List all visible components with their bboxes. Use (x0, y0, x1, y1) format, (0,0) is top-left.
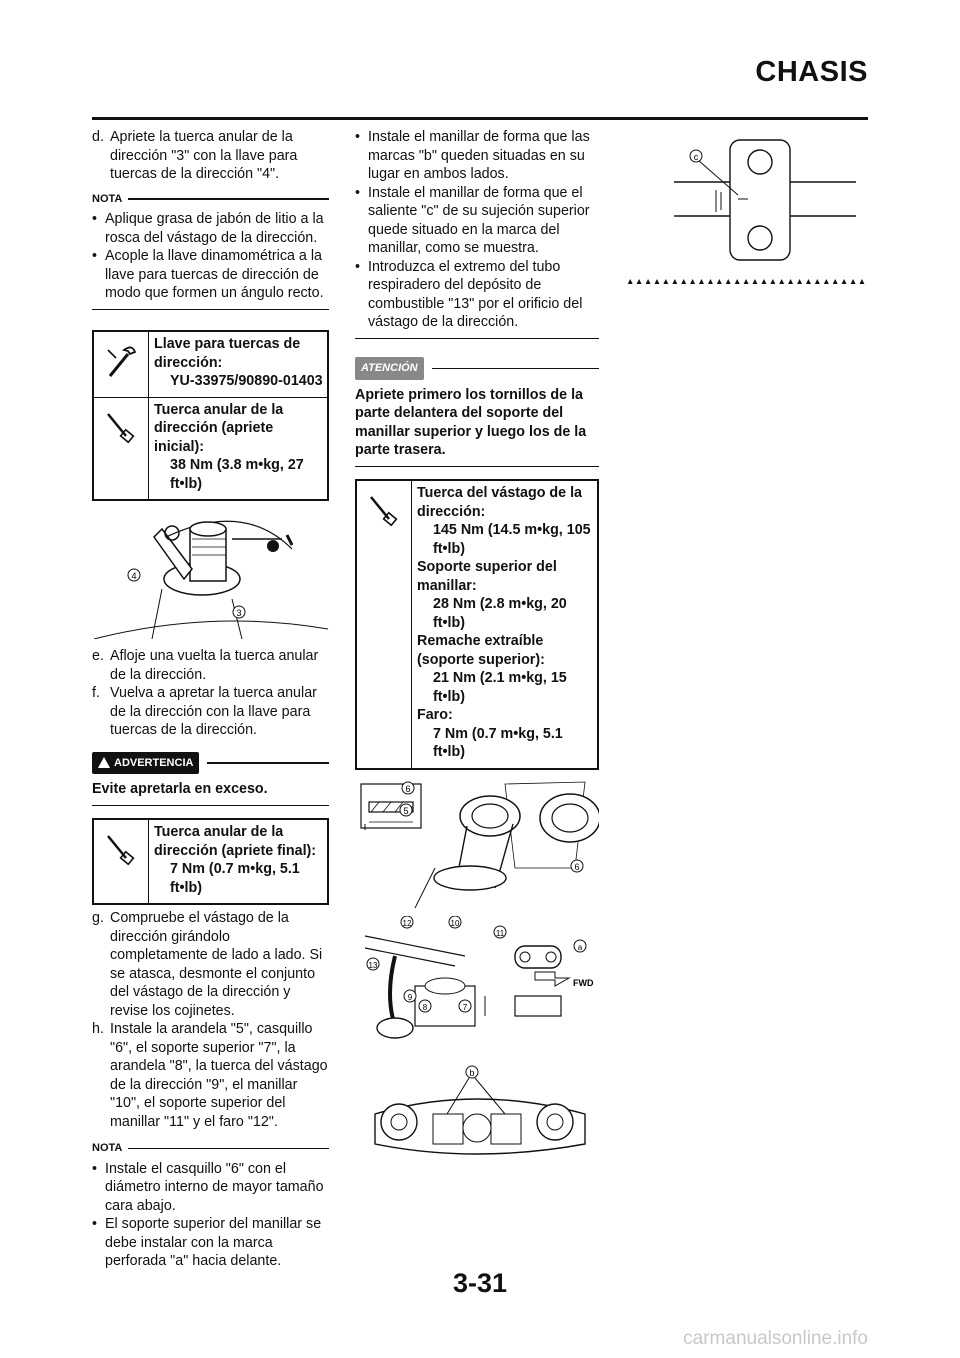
torque-wrench-icon (357, 481, 412, 768)
spec-row (94, 332, 327, 397)
caution-text: Apriete primero los tornillos de la parte delantera del soporte del manillar superior y luego los de la parte trasera. (355, 386, 587, 458)
list-item: • Aplique grasa de jabón de litio a la rosca del vástago de la dirección. (92, 211, 324, 246)
spec-value: 21 Nm (2.1 m•kg, 15 ft•lb) (433, 670, 567, 705)
warning-end-rule (92, 805, 329, 807)
list-item: • Instale el manillar de forma que las marcas "b" queden situadas en su lugar en ambos lados. (355, 129, 590, 182)
clamp-detail-figure (626, 130, 870, 270)
callout-label: 11 (495, 928, 505, 938)
handlebar-assembly-figure (355, 916, 599, 1056)
caution-badge: ATENCIÓN (355, 357, 424, 380)
callout-label: 5 (403, 805, 409, 816)
step-text: Apriete la tuerca anular de la dirección "3" con la llave para tuercas de la dirección "4". (110, 129, 298, 182)
callout-label: 4 (131, 571, 137, 581)
callout-label: 9 (407, 992, 413, 1002)
header-rule (92, 117, 868, 120)
washer-collar-figure (355, 778, 599, 908)
callout-label: 12 (402, 918, 412, 928)
nota-heading: NOTA (92, 1139, 329, 1158)
callout-label: 6 (405, 783, 411, 794)
spec-title: Tuerca anular de la dirección (apriete inicial): (154, 401, 284, 455)
list-item: • Instale el manillar de forma que el saliente "c" de su sujeción superior quede situado en la marca del manillar, como se muestra. (355, 184, 590, 256)
caution-heading (355, 357, 599, 380)
spec-title: Llave para tuercas de dirección: (154, 336, 301, 371)
list-item: • Introduzca el extremo del tubo respiradero del depósito de combustible "13" por el orificio del vástago de la dirección. (355, 258, 583, 330)
step-f: f. Vuelva a apretar la tuerca anular de la dirección con la llave para tuercas de la dirección. (92, 685, 317, 738)
step-label: d. (92, 129, 104, 145)
torque-wrench-icon (94, 398, 149, 500)
nota-heading (92, 190, 329, 209)
steering-nut-figure (92, 509, 329, 639)
fwd-label: FWD (573, 977, 594, 988)
warning-badge: ADVERTENCIA (92, 752, 199, 775)
callout-label: c (693, 152, 699, 162)
spec-value: YU-33975/90890-01403 (170, 373, 323, 389)
callout-label: b (469, 1067, 475, 1078)
caution-end-rule (355, 466, 599, 468)
spec-value: 145 Nm (14.5 m•kg, 105 ft•lb) (433, 522, 591, 557)
spec-value: 28 Nm (2.8 m•kg, 20 ft•lb) (433, 596, 567, 631)
spec-title: Tuerca anular de la dirección (apriete final): (154, 824, 317, 859)
torque-wrench-icon (94, 820, 149, 903)
list-item: • El soporte superior del manillar se debe instalar con la marca perforada "a" hacia delante. (92, 1216, 322, 1269)
callout-label: 7 (462, 1002, 468, 1012)
handlebar-top-figure (355, 1064, 599, 1174)
spec-value: 7 Nm (0.7 m•kg, 5.1 ft•lb) (170, 861, 300, 896)
end-marker: ▲▲▲▲▲▲▲▲▲▲▲▲▲▲▲▲▲▲▲▲▲▲▲▲▲▲▲ (626, 276, 867, 286)
page-title: CHASIS (755, 56, 868, 88)
step-e: e. Afloje una vuelta la tuerca anular de la dirección. (92, 648, 319, 683)
nota-label: NOTA (92, 192, 123, 205)
step-d (92, 128, 329, 184)
callout-label: 3 (236, 608, 242, 618)
spec-value: 7 Nm (0.7 m•kg, 5.1 ft•lb) (433, 725, 563, 760)
spec-row (94, 397, 327, 500)
list-item: • Acople la llave dinamométrica a la llave para tuercas de dirección de modo que formen un ángulo recto. (92, 248, 324, 301)
callout-label: a (577, 942, 583, 952)
list-item: • Instale el casquillo "6" con el diámetro interno de mayor tamaño cara abajo. (92, 1160, 324, 1214)
spec-table-2 (92, 818, 329, 905)
warning-text: Evite apretarla en exceso. (92, 781, 268, 797)
column-middle (355, 128, 599, 1174)
warning-heading (92, 752, 329, 775)
special-tool-icon (94, 332, 149, 397)
spec-title: Faro: (417, 707, 453, 723)
spec-table-3 (355, 479, 599, 770)
spec-title: Soporte superior del manillar: (417, 559, 557, 594)
spec-table-1 (92, 330, 329, 501)
spec-row (357, 481, 597, 768)
warning-icon (98, 757, 110, 768)
spec-value: 38 Nm (3.8 m•kg, 27 ft•lb) (170, 457, 304, 492)
watermark: carmanualsonline.info (683, 1328, 868, 1349)
nota-end-rule (355, 338, 599, 340)
nota-end-rule (92, 309, 329, 311)
page-number: 3-31 (452, 1268, 508, 1298)
callout-label: 10 (450, 918, 460, 928)
callout-label: 6 (574, 861, 580, 872)
column-right (626, 128, 870, 291)
spec-title: Remache extraíble (soporte superior): (417, 633, 545, 668)
spec-row (94, 820, 327, 903)
callout-label: 13 (368, 960, 378, 970)
column-left (92, 128, 329, 1271)
step-h: h. Instale la arandela "5", casquillo "6", el soporte superior "7", la arandela "8", la tuerca del vástago de la dirección "9", el manillar "10", el soporte superior del manillar "11" y el faro "12". (92, 1021, 328, 1130)
spec-title: Tuerca del vástago de la dirección: (417, 485, 583, 520)
step-g: g. Compruebe el vástago de la dirección girándolo completamente de lado a lado. Si se atasca, desmonte el conjunto del vástago de la dirección y revise los cojinetes. (92, 910, 323, 1019)
callout-label: 8 (422, 1002, 428, 1012)
